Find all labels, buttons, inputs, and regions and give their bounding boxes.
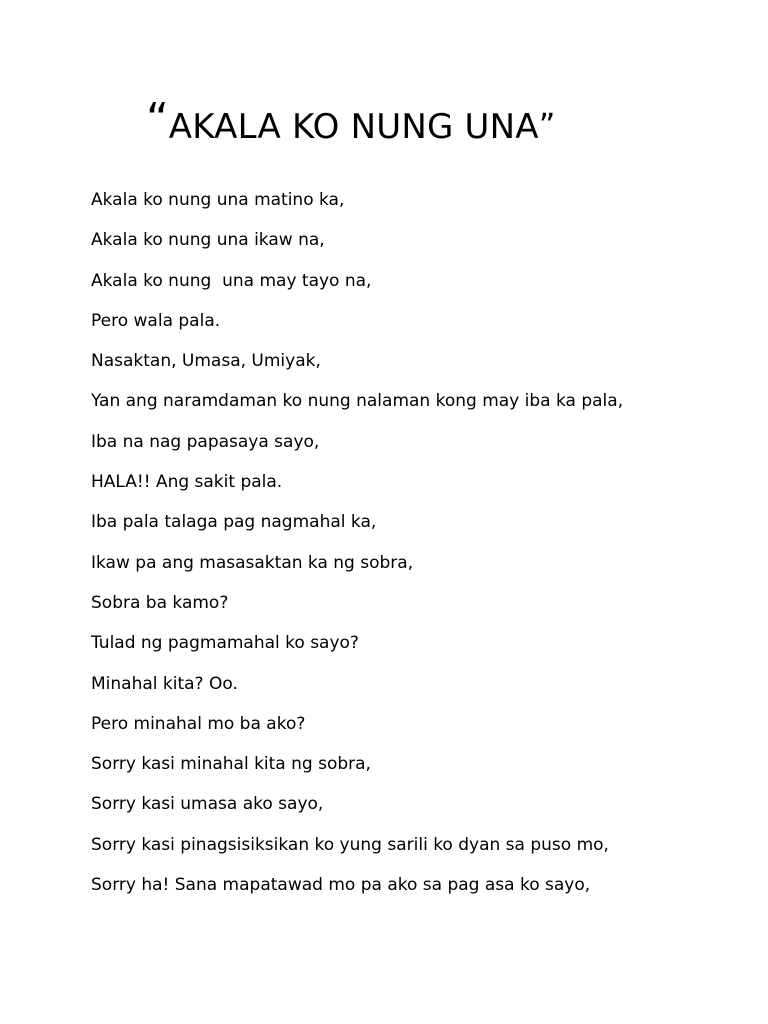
- poem-line: Minahal kita? Oo.: [91, 673, 238, 694]
- poem-line: Yan ang naramdaman ko nung nalaman kong may iba ka pala,: [91, 391, 624, 412]
- poem-line: Nasaktan, Umasa, Umiyak,: [91, 351, 321, 372]
- poem-line: Sorry ha! Sana mapatawad mo pa ako sa pag asa ko sayo,: [91, 875, 591, 896]
- poem-line: Sorry kasi minahal kita ng sobra,: [91, 754, 371, 775]
- poem-line: Tulad ng pagmamahal ko sayo?: [91, 633, 359, 654]
- title-close-quote: ”: [538, 106, 556, 144]
- poem-line: Ikaw pa ang masasaktan ka ng sobra,: [91, 552, 414, 573]
- title-text: AKALA KO NUNG UNA: [168, 107, 539, 147]
- poem-body: [91, 185, 623, 910]
- poem-line: Pero minahal mo ba ako?: [91, 713, 306, 734]
- poem-line: HALA!! Ang sakit pala.: [91, 472, 283, 493]
- poem-line: Akala ko nung una matino ka,: [91, 190, 345, 210]
- poem-title: [146, 94, 556, 147]
- poem-line: Iba na nag papasaya sayo,: [91, 431, 320, 452]
- poem-line: Pero wala pala.: [91, 310, 221, 331]
- poem-line: Sorry kasi umasa ako sayo,: [91, 794, 324, 815]
- title-open-quote: “: [146, 94, 169, 145]
- poem-line: Akala ko nung una may tayo na,: [91, 270, 372, 291]
- poem-line: Sorry kasi pinagsisiksikan ko yung sarili ko dyan sa puso mo,: [91, 834, 609, 855]
- poem-line: Sobra ba kamo?: [91, 592, 229, 613]
- poem-line: Iba pala talaga pag nagmahal ka,: [91, 512, 377, 533]
- poem-line: Akala ko nung una ikaw na,: [91, 230, 325, 251]
